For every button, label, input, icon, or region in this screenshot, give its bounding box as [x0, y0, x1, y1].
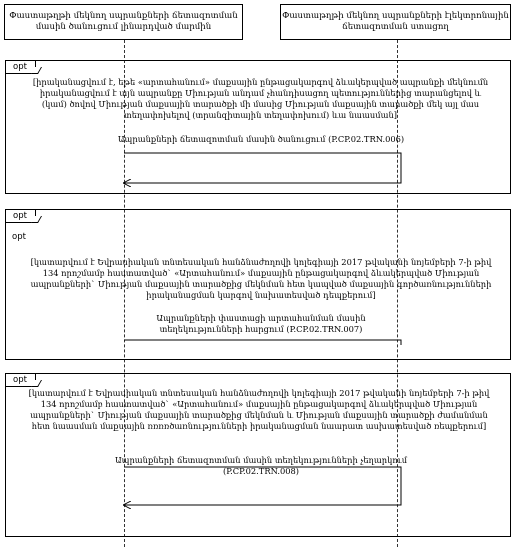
fragment-operator: opt	[6, 210, 36, 223]
fragment-operator: opt	[6, 61, 36, 74]
fragment-extra-operator: opt	[12, 232, 26, 242]
fragment-guard: [իրականացվում է, եթե «արտահանում» մաքսային ընթացակարգով ձևակերպված ապրանքի մեկնումն իրականացվում է այն ապրանքը Միության անդամ չհանդիսացող պետություններից տարանցելով և (կամ) ծովով Միության մաքսային տարածքի մի մասից Միության մաքսային տարածքի մեկ այլ մաս տեղափոխելով (տրանզիտային տեղափոխում) ևա նաասման]	[32, 77, 489, 120]
message-arrow-3	[124, 467, 401, 505]
message-arrow-1	[124, 153, 401, 183]
participant-left-label: Փաստաթղթի մեկնող սպրանքների ճետազոտման մասին ծանուցում լինարդված մարմին	[9, 11, 238, 32]
participant-right-label: Փաստաթղթի մեկնող սպրանքների էլեկտրոնային ճետազոտման ստացող	[282, 11, 509, 32]
message-arrow-2	[124, 340, 401, 345]
message-label: Ապրանքների ճետազոտման մասին ծանուցում (P.CP.02.TRN.006)	[117, 134, 405, 144]
fragment-guard: [կատարվում է Եվրասիական տնտեսական հանձնաժողովի կոլեգիայի 2017 թվականի նոյեմբերի 7-ի թիվ 134 որոշմամբ հաստատված` «Արտահանում» մաքսային ընթացակարգով ձևակերպված Միության ապրանքների` Միության մաքսային տարածքից մեկնման հետ կապված մաքսային գործառնությունների իրականացման կարգով նախատեսված դեպքերում]	[30, 257, 492, 300]
message-label: Ապրանքների ճետազոտման մասին տեղեկությունների չեղարկում (P.CP.02.TRN.008)	[114, 455, 408, 476]
fragment-guard: [կատարվում է Եվրասիական տնտեսական հանձնաժողովի կոլեգիայի 2017 թվականի նոյեմբերի 7-ի թիվ 134 որոշմամբ հաստատված` «Արտահանում» մաքսային ընթացակարգով ձևակերպված Միության ապրանքների` Միության մաքսային տարածքից մեկնման և Միության մաքսային տարածքի ժամանման հետ նաասման մաքսային ռռռռծառնությունների իրականացման նաարատ ասխատեսված ռեպքերում]	[28, 388, 490, 431]
message-label: Ապրանքների փաստացի արտահանման մասին տեղեկությունների հարցում (P.CP.02.TRN.007)	[156, 313, 366, 334]
fragment-operator: opt	[6, 374, 36, 387]
